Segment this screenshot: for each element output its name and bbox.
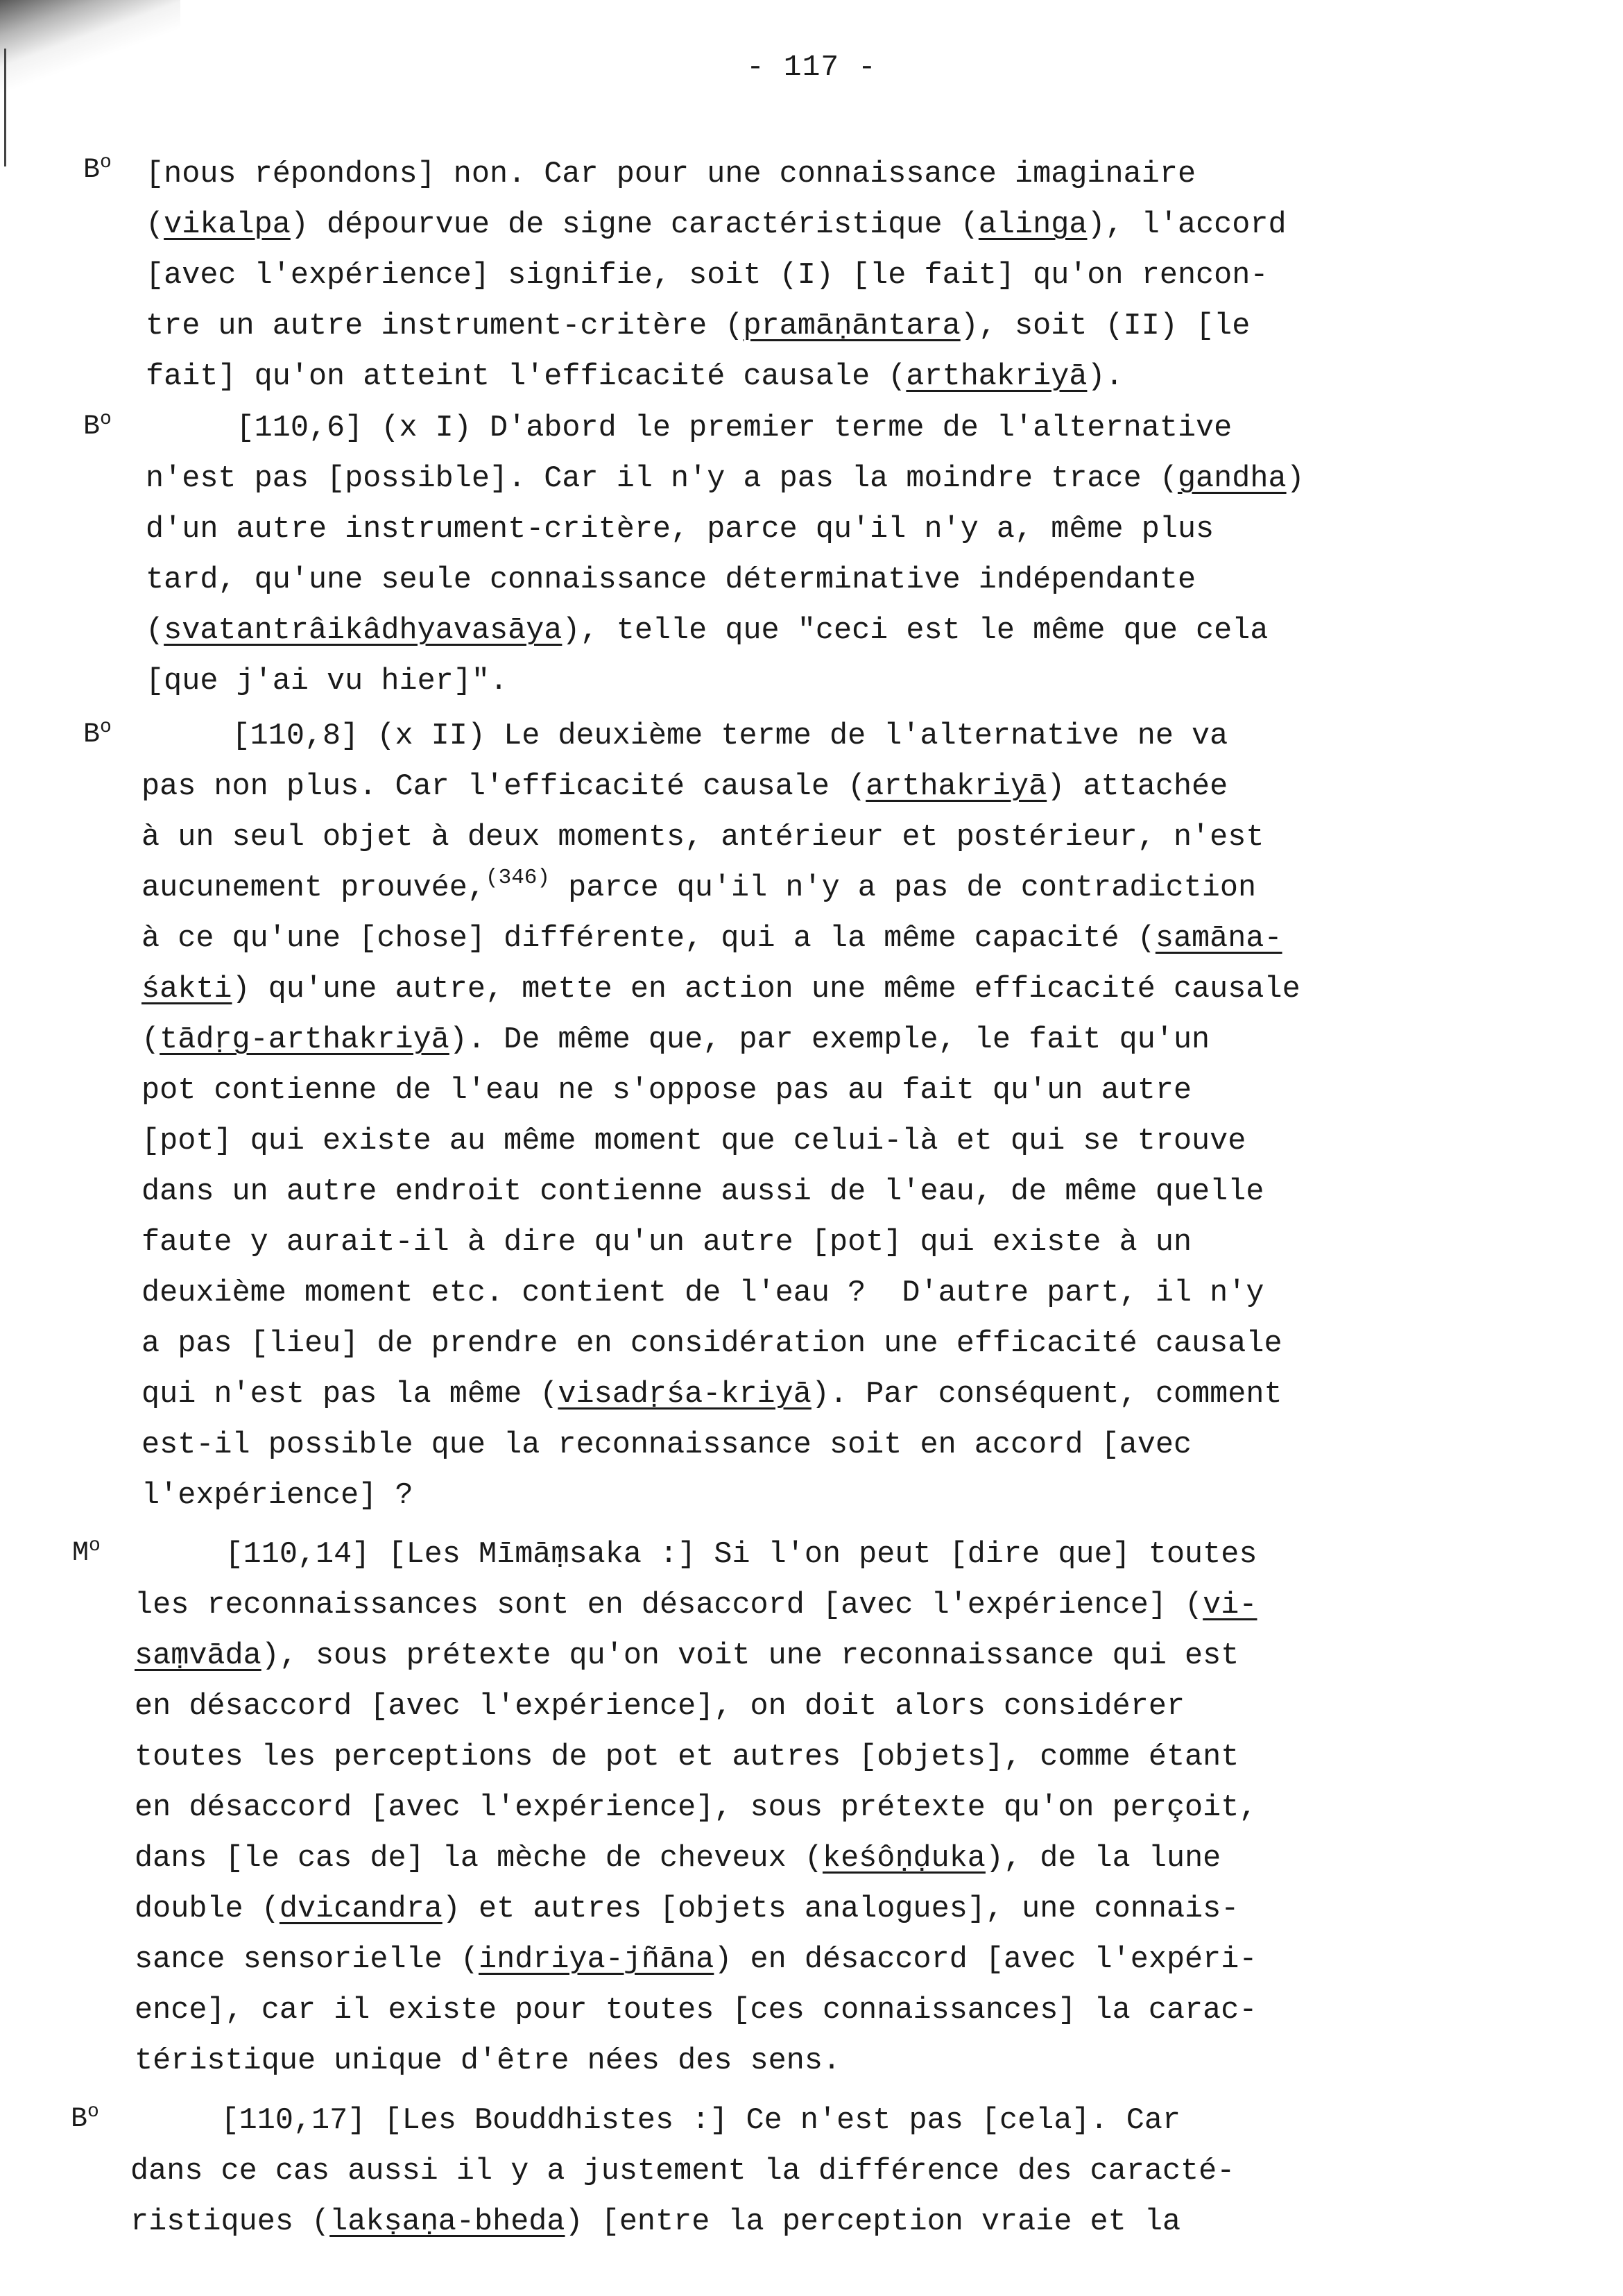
text-segment: téristique unique d'être nées des sens. bbox=[135, 2044, 841, 2078]
text-segment: ( bbox=[146, 614, 164, 648]
text-line bbox=[146, 205, 1287, 246]
text-segment: a pas [lieu] de prendre en considération une efficacité causale bbox=[141, 1327, 1282, 1361]
text-segment: sance sensorielle ( bbox=[135, 1943, 479, 1977]
text-segment: ), telle que "ceci est le même que cela bbox=[562, 614, 1269, 648]
footnote-ref: (346) bbox=[485, 866, 550, 890]
text-segment: ristiques ( bbox=[130, 2205, 330, 2239]
text-segment: l'expérience] ? bbox=[141, 1479, 413, 1513]
speaker-letter: B bbox=[83, 411, 101, 443]
text-line bbox=[135, 2041, 841, 2082]
text-segment: aucunement prouvée, bbox=[141, 871, 486, 905]
text-line bbox=[135, 1939, 1257, 1981]
text-segment: les reconnaissances sont en désaccord [avec l'expérience] ( bbox=[135, 1588, 1203, 1622]
speaker-mark: o bbox=[89, 1535, 101, 1557]
sanskrit-term: arthakriyā bbox=[866, 770, 1047, 804]
sanskrit-term: gandha bbox=[1177, 462, 1287, 496]
text-line bbox=[141, 1020, 1210, 1061]
text-line bbox=[135, 1686, 1185, 1728]
text-segment: en désaccord [avec l'expérience], on doit alors considérer bbox=[135, 1690, 1185, 1724]
text-line bbox=[141, 969, 1300, 1011]
sanskrit-term: tādṛg-arthakriyā bbox=[160, 1023, 449, 1057]
text-segment: faute y aurait-il à dire qu'un autre [pot] qui existe à un bbox=[141, 1226, 1192, 1260]
sanskrit-term: saṃvāda bbox=[135, 1639, 261, 1673]
speaker-label bbox=[72, 1535, 101, 1569]
text-line bbox=[130, 2202, 1180, 2243]
text-line bbox=[141, 1425, 1192, 1466]
text-segment: à un seul objet à deux moments, antérieur et postérieur, n'est bbox=[141, 821, 1264, 855]
text-segment: [avec l'expérience] signifie, soit (I) [le fait] qu'on rencon- bbox=[146, 259, 1269, 293]
text-segment: dans ce cas aussi il y a justement la différence des caracté- bbox=[130, 2154, 1235, 2188]
speaker-label bbox=[71, 2101, 99, 2135]
text-segment: deuxième moment etc. contient de l'eau ? D'autre part, il n'y bbox=[141, 1276, 1264, 1310]
text-segment: [nous répondons] non. Car pour une connaissance imaginaire bbox=[146, 157, 1196, 191]
text-line bbox=[146, 661, 508, 703]
text-line bbox=[146, 357, 1124, 398]
text-line bbox=[146, 306, 1250, 348]
page-number: - 117 - bbox=[746, 50, 877, 84]
sanskrit-term: visadṛśa-kriyā bbox=[558, 1378, 812, 1412]
text-segment: tard, qu'une seule connaissance déterminative indépendante bbox=[146, 563, 1196, 597]
text-line bbox=[141, 918, 1282, 960]
text-line bbox=[146, 459, 1305, 500]
text-line bbox=[135, 1889, 1239, 1930]
speaker-mark: o bbox=[100, 717, 112, 738]
text-segment: [110,8] (x II) Le deuxième terme de l'alternative ne va bbox=[141, 719, 1228, 753]
text-segment: ) en désaccord [avec l'expéri- bbox=[714, 1943, 1257, 1977]
text-segment: dans un autre endroit contienne aussi de l'eau, de même quelle bbox=[141, 1175, 1264, 1209]
text-segment: n'est pas [possible]. Car il n'y a pas la moindre trace ( bbox=[146, 462, 1178, 496]
text-segment: dans [le cas de] la mèche de cheveux ( bbox=[135, 1842, 823, 1876]
sanskrit-term: vi- bbox=[1203, 1588, 1257, 1622]
text-line bbox=[135, 1838, 1221, 1880]
text-segment: [110,17] [Les Bouddhistes :] Ce n'est pas [cela]. Car bbox=[130, 2104, 1181, 2138]
text-segment: ) qu'une autre, mette en action une même efficacité causale bbox=[232, 973, 1300, 1006]
speaker-mark: o bbox=[100, 152, 112, 173]
sanskrit-term: dvicandra bbox=[279, 1892, 443, 1926]
text-segment: d'un autre instrument-critère, parce qu'il n'y a, même plus bbox=[146, 513, 1214, 547]
text-segment: [pot] qui existe au même moment que celui-là et qui se trouve bbox=[141, 1124, 1246, 1158]
text-segment: ), de la lune bbox=[985, 1842, 1221, 1876]
sanskrit-term: svatantrâikâdhyavasāya bbox=[164, 614, 563, 648]
text-line bbox=[146, 408, 1232, 449]
text-line bbox=[141, 1070, 1192, 1112]
speaker-mark: o bbox=[87, 2101, 99, 2123]
text-line bbox=[146, 509, 1214, 551]
sanskrit-term: alinga bbox=[978, 208, 1088, 242]
text-line bbox=[146, 560, 1196, 601]
text-segment: pot contienne de l'eau ne s'oppose pas au fait qu'un autre bbox=[141, 1074, 1192, 1108]
sanskrit-term: pramāṇāntara bbox=[743, 309, 961, 343]
speaker-letter: M bbox=[72, 1538, 89, 1569]
text-line bbox=[141, 1222, 1192, 1264]
text-line bbox=[141, 1172, 1264, 1213]
sanskrit-term: keśôṇḍuka bbox=[822, 1842, 986, 1876]
text-segment: ) dépourvue de signe caractéristique ( bbox=[290, 208, 979, 242]
text-segment: ), sous prétexte qu'on voit une reconnaissance qui est bbox=[261, 1639, 1239, 1673]
text-segment: ) [entre la perception vraie et la bbox=[565, 2205, 1181, 2239]
text-line bbox=[141, 1475, 413, 1517]
text-segment: parce qu'il n'y a pas de contradiction bbox=[550, 871, 1257, 905]
sanskrit-term: samāna- bbox=[1155, 922, 1282, 956]
sanskrit-term: śakti bbox=[141, 973, 232, 1006]
speaker-letter: B bbox=[71, 2104, 88, 2135]
text-line bbox=[141, 817, 1264, 859]
text-line bbox=[146, 255, 1268, 297]
text-segment: [que j'ai vu hier]". bbox=[146, 665, 508, 699]
text-segment: tre un autre instrument-critère ( bbox=[146, 309, 744, 343]
text-line bbox=[141, 766, 1228, 808]
text-segment: ). Par conséquent, comment bbox=[811, 1378, 1282, 1412]
text-segment: ). bbox=[1087, 360, 1124, 394]
text-segment: ( bbox=[141, 1023, 160, 1057]
text-line bbox=[135, 1737, 1239, 1779]
text-segment: pas non plus. Car l'efficacité causale ( bbox=[141, 770, 866, 804]
sanskrit-term: arthakriyā bbox=[906, 360, 1088, 394]
text-line bbox=[141, 868, 1256, 909]
sanskrit-term: indriya-jñāna bbox=[478, 1943, 714, 1977]
text-line bbox=[135, 1788, 1257, 1829]
text-line bbox=[146, 610, 1268, 652]
speaker-label bbox=[83, 717, 112, 751]
text-segment: ), l'accord bbox=[1087, 208, 1287, 242]
text-segment: ). De même que, par exemple, le fait qu'un bbox=[449, 1023, 1210, 1057]
text-segment: à ce qu'une [chose] différente, qui a la même capacité ( bbox=[141, 922, 1156, 956]
text-line bbox=[130, 2100, 1180, 2142]
text-line bbox=[141, 1273, 1264, 1314]
text-line bbox=[141, 1121, 1246, 1163]
text-segment: est-il possible que la reconnaissance soit en accord [avec bbox=[141, 1428, 1192, 1462]
text-segment: ) bbox=[1286, 462, 1305, 496]
text-line bbox=[141, 716, 1228, 757]
text-line bbox=[135, 1534, 1257, 1576]
speaker-mark: o bbox=[100, 409, 112, 430]
sanskrit-term: lakṣaṇa-bheda bbox=[329, 2205, 565, 2239]
speaker-letter: B bbox=[83, 155, 101, 186]
text-segment: ) et autres [objets analogues], une connais- bbox=[442, 1892, 1239, 1926]
text-segment: toutes les perceptions de pot et autres [objets], comme étant bbox=[135, 1740, 1239, 1774]
text-segment: en désaccord [avec l'expérience], sous prétexte qu'on perçoit, bbox=[135, 1791, 1257, 1825]
speaker-label bbox=[83, 152, 112, 186]
speaker-letter: B bbox=[83, 719, 101, 751]
text-segment: [110,14] [Les Mīmāṃsaka :] Si l'on peut [dire que] toutes bbox=[135, 1538, 1257, 1572]
text-line bbox=[135, 1990, 1257, 2032]
sanskrit-term: vikalpa bbox=[164, 208, 291, 242]
text-segment: ) attachée bbox=[1047, 770, 1228, 804]
text-segment: [110,6] (x I) D'abord le premier terme de l'alternative bbox=[146, 411, 1233, 445]
text-segment: qui n'est pas la même ( bbox=[141, 1378, 558, 1412]
text-segment: ence], car il existe pour toutes [ces connaissances] la carac- bbox=[135, 1994, 1257, 2028]
text-segment: ( bbox=[146, 208, 164, 242]
text-line bbox=[141, 1374, 1282, 1416]
text-line bbox=[146, 154, 1196, 196]
speaker-label bbox=[83, 409, 112, 443]
text-line bbox=[130, 2151, 1235, 2193]
text-segment: fait] qu'on atteint l'efficacité causale ( bbox=[146, 360, 907, 394]
text-line bbox=[135, 1636, 1239, 1677]
text-segment: ), soit (II) [le bbox=[960, 309, 1251, 343]
text-line bbox=[135, 1585, 1257, 1627]
text-segment: double ( bbox=[135, 1892, 280, 1926]
text-line bbox=[141, 1323, 1282, 1365]
